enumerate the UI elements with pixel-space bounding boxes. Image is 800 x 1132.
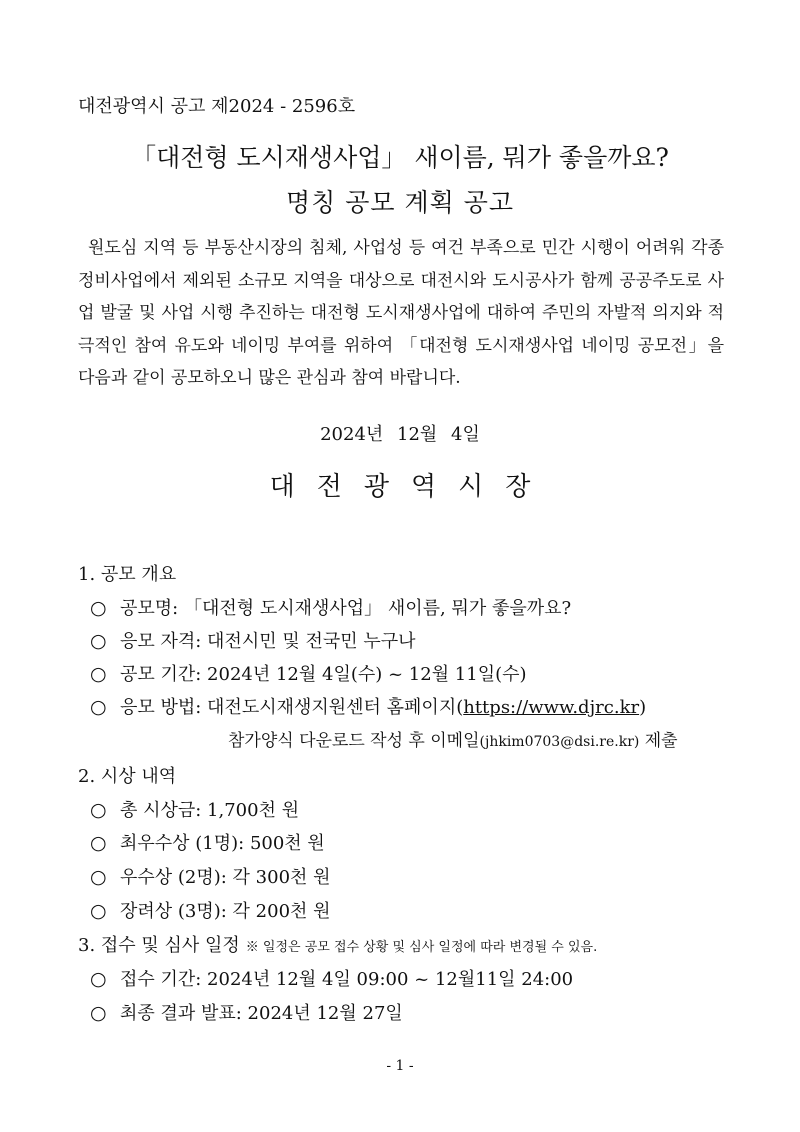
- section-1-heading: 1. 공모 개요: [78, 564, 177, 585]
- title-line-1: 「대전형 도시재생사업」 새이름, 뭐가 좋을까요?: [131, 143, 669, 172]
- list-item: [90, 627, 416, 653]
- item-text: 최우수상 (1명): 500천 원: [120, 833, 325, 854]
- item-text: 공모 기간: 2024년 12월 4일(수) ~ 12월 11일(수): [120, 664, 527, 685]
- list-item: [90, 897, 331, 923]
- page-number: - 1 -: [386, 1058, 414, 1074]
- circle-bullet-icon: ○: [90, 696, 107, 718]
- circle-bullet-icon: ○: [90, 866, 107, 888]
- intro-paragraph: 원도심 지역 등 부동산시장의 침체, 사업성 등 여건 부족으로 민간 시행이 어려워 각종 정비사업에서 제외된 소규모 지역을 대상으로 대전시와 도시공사가 함께 공공주도로 사업 발굴 및 사업 시행 추진하는 대전형 도시재생사업에 대하여 주민의 자발적 의지와 적극적인 참여 유도와 네이밍 부여를 위하여 「대전형 도시재생사업 네이밍 공모전」을 다음과 같이 공모하오니 많은 관심과 참여 바랍니다.: [78, 238, 724, 388]
- list-item-apply-method: [90, 693, 646, 719]
- item-text: 최종 결과 발표: 2024년 12월 27일: [120, 1003, 403, 1024]
- list-item: [90, 999, 403, 1025]
- circle-bullet-icon: ○: [90, 1002, 107, 1024]
- item-text: 접수 기간: 2024년 12월 4일 09:00 ~ 12월11일 24:00: [120, 969, 574, 990]
- list-item: [90, 863, 331, 889]
- list-item: [90, 965, 573, 991]
- item-text: 응모 자격: 대전시민 및 전국민 누구나: [120, 631, 416, 652]
- circle-bullet-icon: ○: [90, 900, 107, 922]
- list-item: [90, 660, 527, 686]
- homepage-link[interactable]: https://www.djrc.kr: [463, 697, 640, 718]
- apply-method-continuation: [228, 726, 678, 751]
- notice-number: 대전광역시 공고 제2024 - 2596호: [78, 96, 356, 117]
- notice-date: 2024년 12월 4일: [320, 424, 480, 445]
- item-text: ): [639, 697, 647, 718]
- circle-bullet-icon: ○: [90, 597, 107, 619]
- item-text: 장려상 (3명): 각 200천 원: [120, 901, 331, 922]
- item-text: 공모명: 「대전형 도시재생사업」 새이름, 뭐가 좋을까요?: [120, 598, 572, 619]
- title-line-2: 명칭 공모 계획 공고: [285, 188, 515, 217]
- circle-bullet-icon: ○: [90, 663, 107, 685]
- circle-bullet-icon: ○: [90, 968, 107, 990]
- issuer-name: 대전광역시장: [269, 472, 553, 502]
- list-item: [90, 829, 325, 855]
- item-text: 제출: [639, 731, 678, 751]
- section-3-heading: [78, 931, 597, 957]
- section-2-heading: 2. 시상 내역: [78, 766, 177, 787]
- item-text: 참가양식 다운로드 작성 후 이메일: [228, 731, 480, 751]
- list-item: [90, 594, 571, 620]
- circle-bullet-icon: ○: [90, 799, 107, 821]
- section-3-title: 3. 접수 및 심사 일정: [78, 935, 240, 956]
- circle-bullet-icon: ○: [90, 630, 107, 652]
- item-text: 총 시상금: 1,700천 원: [120, 800, 300, 821]
- item-text: 응모 방법: 대전도시재생지원센터 홈페이지(: [120, 697, 464, 718]
- schedule-note: ※ 일정은 공모 접수 상황 및 심사 일정에 따라 변경될 수 있음.: [245, 940, 598, 955]
- circle-bullet-icon: ○: [90, 832, 107, 854]
- list-item: [90, 796, 299, 822]
- contact-email: (jhkim0703@dsi.re.kr): [479, 734, 640, 750]
- item-text: 우수상 (2명): 각 300천 원: [120, 867, 331, 888]
